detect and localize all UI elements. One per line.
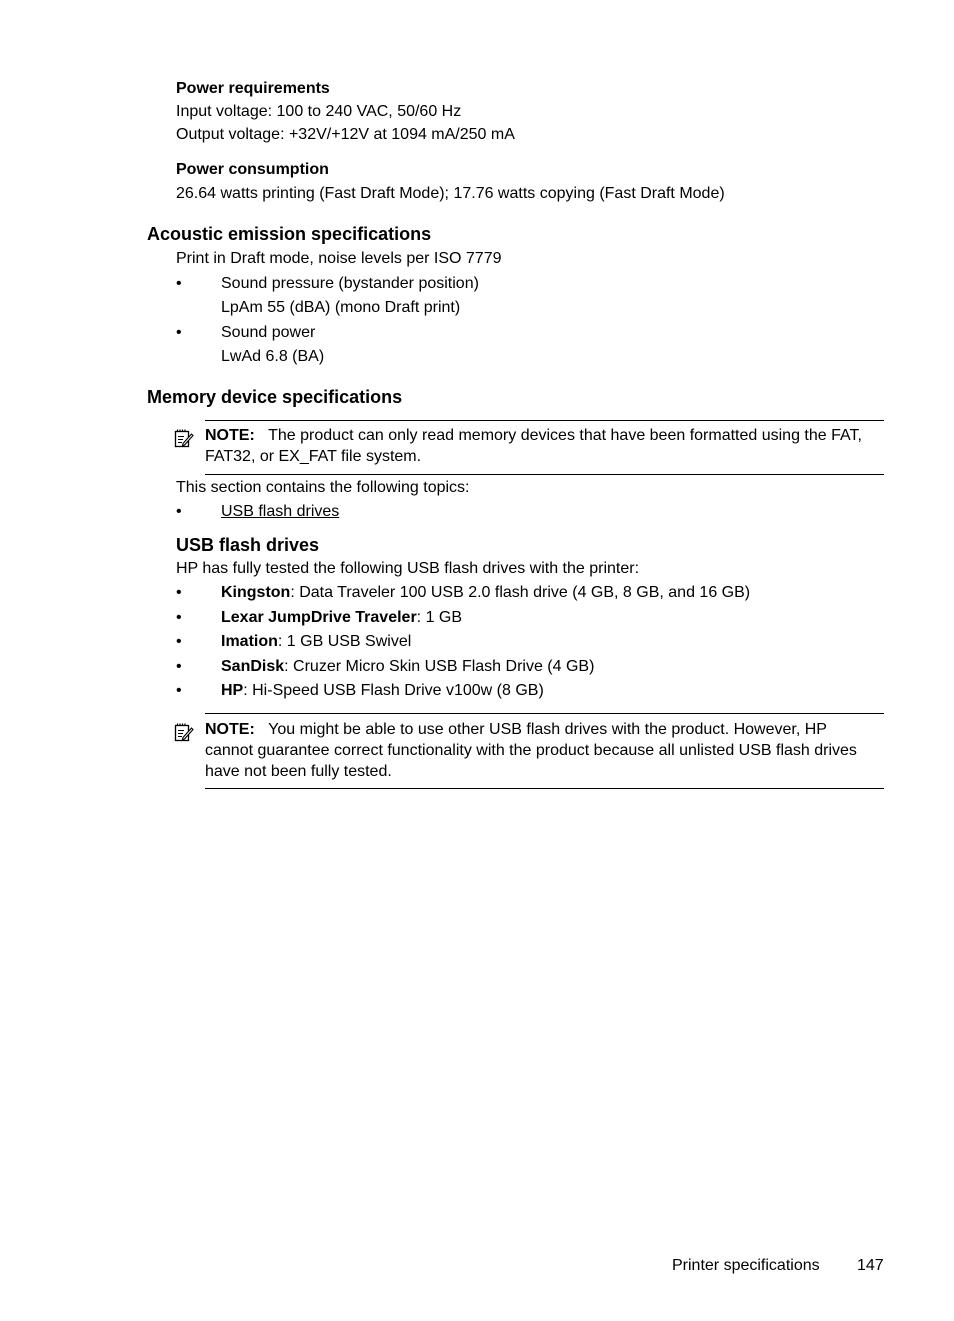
bullet-marker: •: [176, 658, 182, 675]
list-item: [221, 609, 462, 627]
memory-note: [205, 425, 885, 467]
note-label: NOTE:: [205, 721, 255, 738]
usb-flash-drives-link[interactable]: USB flash drives: [221, 503, 340, 520]
usb-heading: USB flash drives: [176, 535, 320, 555]
drive-desc: : Data Traveler 100 USB 2.0 flash drive (4 GB, 8 GB, and 16 GB): [290, 584, 751, 601]
sound-pressure-label: Sound pressure (bystander position): [221, 275, 479, 292]
drive-desc: : Hi-Speed USB Flash Drive v100w (8 GB): [243, 682, 544, 699]
drive-brand: HP: [221, 682, 244, 699]
note-top-rule: [205, 420, 884, 421]
drive-desc: : 1 GB USB Swivel: [277, 633, 412, 650]
page-number: 147: [857, 1257, 884, 1274]
bullet-marker: •: [176, 584, 182, 601]
input-voltage-text: Input voltage: 100 to 240 VAC, 50/60 Hz: [176, 103, 462, 120]
power-consumption-heading: Power consumption: [176, 161, 329, 178]
drive-brand: SanDisk: [221, 658, 285, 675]
sound-pressure-value: LpAm 55 (dBA) (mono Draft print): [221, 299, 461, 316]
acoustic-heading: Acoustic emission specifications: [147, 224, 432, 244]
note-top-rule: [205, 713, 884, 714]
bullet-marker: •: [176, 682, 182, 699]
bullet-marker: •: [176, 503, 182, 520]
drive-brand: Imation: [221, 633, 278, 650]
topics-intro: This section contains the following topics:: [176, 479, 470, 496]
note-body: You might be able to use other USB flash drives with the product. However, HP cannot guarantee correct functionality with the product because all unlisted USB flash drives have not been fully tested.: [205, 721, 857, 780]
usb-note: [205, 719, 877, 782]
note-bottom-rule: [205, 474, 884, 475]
note-label: NOTE:: [205, 427, 255, 444]
list-item: [221, 584, 750, 602]
drive-desc: : Cruzer Micro Skin USB Flash Drive (4 GB): [284, 658, 595, 675]
footer-section-title: Printer specifications: [672, 1257, 820, 1274]
note-icon: [174, 428, 194, 448]
bullet-marker: •: [176, 324, 182, 341]
list-item: [221, 682, 544, 700]
note-body: The product can only read memory devices that have been formatted using the FAT, FAT32, or EX_FAT file system.: [205, 427, 862, 465]
note-bottom-rule: [205, 788, 884, 789]
bullet-marker: •: [176, 633, 182, 650]
list-item: [221, 633, 411, 651]
memory-heading: Memory device specifications: [147, 387, 403, 407]
note-icon: [174, 722, 194, 742]
acoustic-intro: Print in Draft mode, noise levels per ISO 7779: [176, 250, 502, 267]
sound-power-value: LwAd 6.8 (BA): [221, 348, 325, 365]
bullet-marker: •: [176, 609, 182, 626]
drive-brand: Kingston: [221, 584, 291, 601]
power-requirements-heading: Power requirements: [176, 80, 330, 97]
output-voltage-text: Output voltage: +32V/+12V at 1094 mA/250 mA: [176, 126, 515, 143]
power-consumption-text: 26.64 watts printing (Fast Draft Mode); 17.76 watts copying (Fast Draft Mode): [176, 185, 725, 202]
drive-desc: : 1 GB: [416, 609, 463, 626]
usb-intro: HP has fully tested the following USB flash drives with the printer:: [176, 560, 640, 577]
drive-brand: Lexar JumpDrive Traveler: [221, 609, 417, 626]
bullet-marker: •: [176, 275, 182, 292]
list-item: [221, 658, 594, 676]
sound-power-label: Sound power: [221, 324, 316, 341]
